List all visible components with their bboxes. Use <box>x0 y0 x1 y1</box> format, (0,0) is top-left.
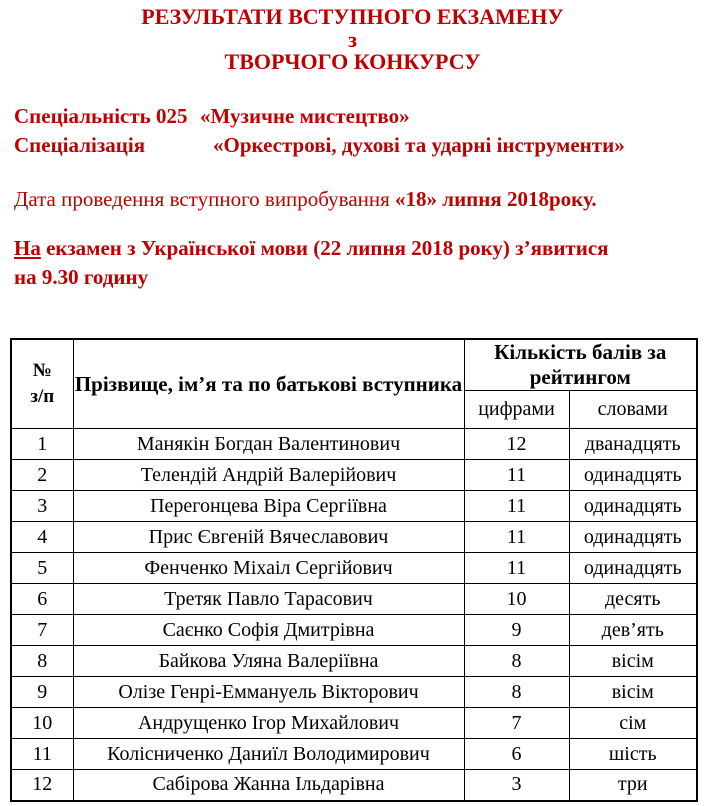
score-words-cell: дванадцять <box>569 429 697 460</box>
specialty-label: Спеціальність 025 <box>14 104 188 128</box>
row-number-cell: 12 <box>11 770 73 801</box>
specialty-line <box>14 102 705 131</box>
score-words-cell: шість <box>569 739 697 770</box>
table-row <box>11 491 697 522</box>
applicant-name-cell: Байкова Уляна Валеріївна <box>73 646 464 677</box>
score-digits-cell: 3 <box>464 770 569 801</box>
table-row <box>11 553 697 584</box>
applicant-name-cell: Перегонцева Віра Сергіївна <box>73 491 464 522</box>
score-words-cell: одинадцять <box>569 553 697 584</box>
header-cell-number <box>11 339 73 429</box>
applicant-name-cell: Телендій Андрій Валерійович <box>73 460 464 491</box>
table-row <box>11 429 697 460</box>
applicant-name-cell: Колісниченко Даниїл Володимирович <box>73 739 464 770</box>
row-number-cell: 4 <box>11 522 73 553</box>
table-row <box>11 646 697 677</box>
header-cell-score-group: Кількість балів за рейтингом <box>464 339 697 391</box>
row-number-cell: 3 <box>11 491 73 522</box>
table-row <box>11 584 697 615</box>
score-digits-cell: 7 <box>464 708 569 739</box>
table-row <box>11 615 697 646</box>
score-digits-cell: 10 <box>464 584 569 615</box>
note-underlined-word: На <box>14 236 41 260</box>
title-line-2: з <box>348 27 357 52</box>
note-line-1-rest: екзамен з Української мови (22 липня 2018 року) з’явитися <box>40 236 609 260</box>
specialization-label: Спеціалізація <box>14 133 146 157</box>
results-tbody <box>11 429 697 801</box>
results-table-header <box>11 339 697 429</box>
row-number-cell: 9 <box>11 677 73 708</box>
table-row <box>11 522 697 553</box>
row-number-cell: 2 <box>11 460 73 491</box>
score-digits-cell: 12 <box>464 429 569 460</box>
exam-date-value: «18» липня 2018року. <box>395 187 597 211</box>
specialty-value: «Музичне мистецтво» <box>200 104 410 128</box>
document-title <box>0 5 705 74</box>
score-words-cell: вісім <box>569 677 697 708</box>
specialization-line <box>14 131 705 160</box>
score-words-cell: десять <box>569 584 697 615</box>
table-row <box>11 708 697 739</box>
applicant-name-cell: Сабірова Жанна Ільдарівна <box>73 770 464 801</box>
specialty-block <box>14 102 705 160</box>
table-row <box>11 460 697 491</box>
table-row <box>11 739 697 770</box>
applicant-name-cell: Фенченко Міхаіл Сергійович <box>73 553 464 584</box>
row-number-cell: 1 <box>11 429 73 460</box>
score-words-cell: одинадцять <box>569 491 697 522</box>
header-cell-name: Прізвище, ім’я та по батькові вступника <box>73 339 464 429</box>
specialization-value: «Оркестрові, духові та ударні інструменти» <box>213 133 625 157</box>
applicant-name-cell: Прис Євгеній Вячеславович <box>73 522 464 553</box>
header-cell-words: словами <box>569 391 697 429</box>
score-digits-cell: 11 <box>464 553 569 584</box>
score-digits-cell: 11 <box>464 491 569 522</box>
applicant-name-cell: Саєнко Софія Дмитрівна <box>73 615 464 646</box>
score-words-cell: вісім <box>569 646 697 677</box>
score-digits-cell: 8 <box>464 677 569 708</box>
score-words-cell: одинадцять <box>569 460 697 491</box>
score-words-cell: сім <box>569 708 697 739</box>
exam-date-line <box>14 185 705 214</box>
title-line-3: ТВОРЧОГО КОНКУРСУ <box>224 49 481 74</box>
title-line-1: РЕЗУЛЬТАТИ ВСТУПНОГО ЕКЗАМЕНУ <box>141 4 564 29</box>
header-number-line2: з/п <box>30 386 55 407</box>
header-number-line1: № <box>32 360 52 381</box>
table-row <box>11 677 697 708</box>
header-cell-digits: цифрами <box>464 391 569 429</box>
note-line-1 <box>14 234 705 263</box>
applicant-name-cell: Олізе Генрі-Еммануель Вікторович <box>73 677 464 708</box>
row-number-cell: 10 <box>11 708 73 739</box>
score-words-cell: одинадцять <box>569 522 697 553</box>
row-number-cell: 6 <box>11 584 73 615</box>
applicant-name-cell: Манякін Богдан Валентинович <box>73 429 464 460</box>
row-number-cell: 5 <box>11 553 73 584</box>
score-digits-cell: 11 <box>464 460 569 491</box>
row-number-cell: 11 <box>11 739 73 770</box>
applicant-name-cell: Андрущенко Ігор Михайлович <box>73 708 464 739</box>
row-number-cell: 7 <box>11 615 73 646</box>
note-line-2: на 9.30 годину <box>14 265 149 289</box>
applicant-name-cell: Третяк Павло Тарасович <box>73 584 464 615</box>
table-row <box>11 770 697 801</box>
exam-date-prefix: Дата проведення вступного випробування <box>14 187 396 211</box>
row-number-cell: 8 <box>11 646 73 677</box>
score-digits-cell: 8 <box>464 646 569 677</box>
score-digits-cell: 11 <box>464 522 569 553</box>
ukrainian-exam-note <box>14 234 705 292</box>
score-digits-cell: 6 <box>464 739 569 770</box>
score-words-cell: дев’ять <box>569 615 697 646</box>
results-table <box>10 338 698 802</box>
score-digits-cell: 9 <box>464 615 569 646</box>
score-words-cell: три <box>569 770 697 801</box>
